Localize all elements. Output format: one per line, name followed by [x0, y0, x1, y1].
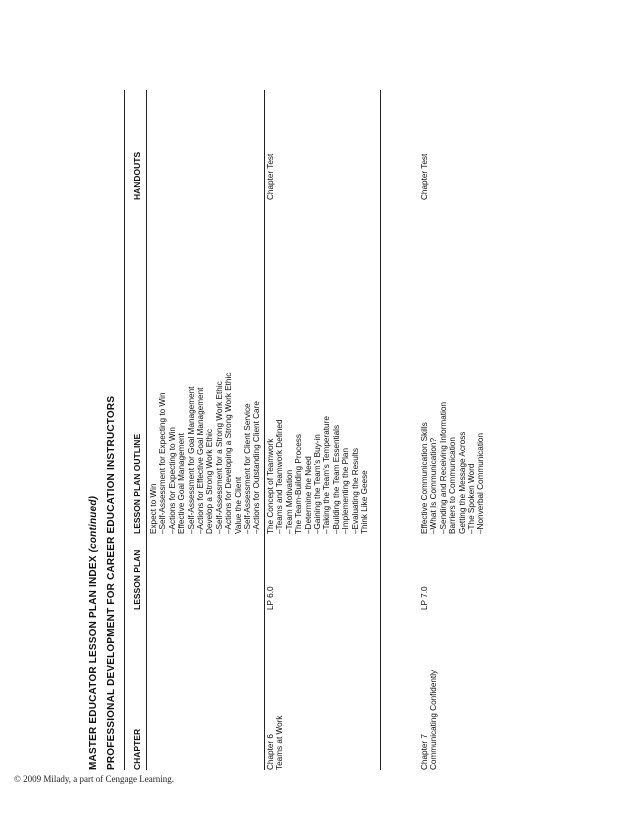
row-1-chapter [266, 716, 285, 770]
outline-line: The Concept of Teamwork [266, 438, 275, 534]
row-0-rule [264, 90, 265, 770]
outline-line: –Actions for Expecting to Win [167, 427, 177, 534]
header-rule [146, 90, 147, 770]
outline-line: –Self-Assessment for a Strong Work Ethic [214, 381, 224, 534]
header-chapter: CHAPTER [132, 728, 142, 770]
outline-line: –Sending and Receiving Information [438, 402, 448, 534]
chapter-line: Teams at Work [275, 715, 285, 770]
outline-line: –Actions for Effective Goal Management [196, 387, 206, 534]
row-2-lesson-plan: LP 7.0 [420, 586, 429, 610]
outline-line: –Self-Assessment for Client Service [243, 403, 253, 534]
outline-line: –Building the Team Essentials [331, 424, 341, 534]
rotated-table-page [80, 90, 600, 770]
outline-line: –Team Motivation [284, 469, 294, 534]
header-lesson-plan: LESSON PLAN [132, 549, 142, 610]
top-rule [124, 90, 125, 770]
outline-line: –Implementing the Plan [341, 447, 351, 534]
outline-line: –Determine the Need [303, 456, 313, 534]
outline-line: The Team-Building Process [294, 434, 304, 534]
outline-line: –Self-Assessment for Goal Management [186, 386, 196, 534]
outline-line: –Gaining the Team’s Buy-in [313, 434, 323, 534]
row-1-lesson-plan: LP 6.0 [266, 586, 275, 610]
page-subtitle: PROFESSIONAL DEVELOPMENT FOR CAREER EDUCATION INSTRUCTORS [106, 395, 117, 770]
header-handouts: HANDOUTS [132, 151, 142, 200]
outline-line: –What Is Communication? [429, 437, 439, 534]
row-2-chapter [420, 670, 439, 770]
outline-line: –Actions for Outstanding Client Care [252, 401, 262, 534]
row-1-handouts: Chapter Test [266, 153, 275, 200]
chapter-line: Communicating Confidently [429, 669, 439, 770]
chapter-line: Chapter 7 [420, 734, 429, 770]
outline-line: Develop a Strong Work Ethic [205, 429, 215, 534]
row-2-handouts: Chapter Test [420, 153, 429, 200]
outline-line: Think Like Geese [360, 470, 370, 534]
row-1-outline [266, 416, 369, 534]
outline-line: –Taking the Team’s Temperature [322, 416, 332, 534]
outline-line: –Self-Assessment for Expecting to Win [158, 392, 168, 534]
row-2-outline [420, 402, 486, 534]
outline-line: –Teams and Teamwork Defined [275, 419, 285, 534]
copyright-notice: © 2009 Milady, a part of Cengage Learning. [14, 774, 174, 784]
outline-line: Getting the Message Across [457, 431, 467, 534]
outline-line: Effective Communication Skills [420, 422, 429, 534]
outline-line: Value the Client [233, 476, 243, 534]
outline-line: Barriers to Communication [448, 437, 458, 534]
row-1-rule [380, 90, 381, 770]
title-text: MASTER EDUCATOR LESSON PLAN INDEX [88, 555, 99, 770]
outline-line: –Nonverbal Communication [476, 432, 486, 534]
chapter-line: Chapter 6 [266, 734, 275, 770]
title-suffix: (continued) [88, 495, 99, 553]
page-title [88, 90, 99, 770]
header-outline: LESSON PLAN OUTLINE [132, 433, 142, 534]
outline-line: –The Spoken Word [467, 463, 477, 534]
row-0-outline [149, 373, 262, 534]
outline-line: –Evaluating the Results [350, 447, 360, 534]
outline-line: –Actions for Developing a Strong Work Ethic [224, 372, 234, 534]
outline-line: Expect to Win [149, 483, 158, 534]
outline-line: Effective Goal Management [177, 433, 187, 534]
